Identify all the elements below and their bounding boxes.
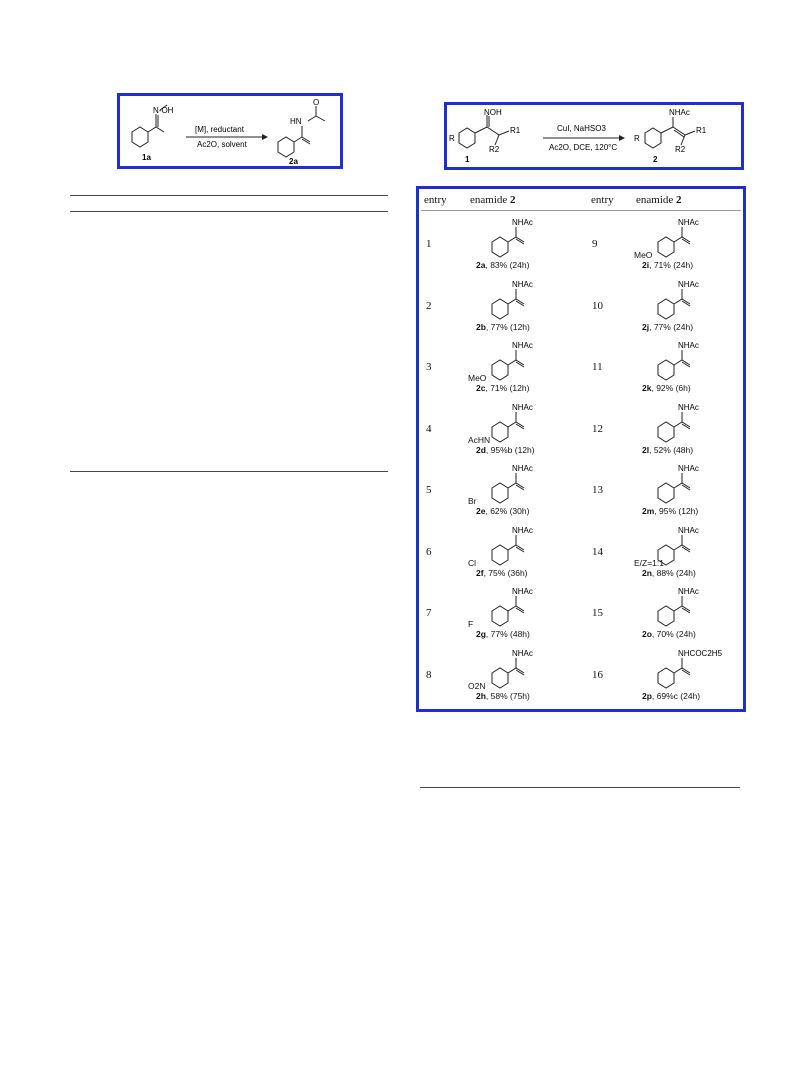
right-r1-label: R1: [510, 126, 521, 135]
entry-number: 7: [426, 607, 432, 619]
structure-left: [470, 585, 560, 631]
substituent-label: F: [468, 619, 474, 629]
substituent-label: Br: [468, 496, 477, 506]
svg-text:NHAc: NHAc: [512, 218, 533, 227]
left-table-rule-mid: [70, 211, 388, 212]
svg-text:NHAc: NHAc: [678, 525, 699, 535]
yield-label: 2d, 95%b (12h): [476, 444, 535, 455]
svg-text:NHAc: NHAc: [678, 218, 699, 227]
svg-text:R: R: [634, 134, 640, 143]
substituent-label: AcHN: [468, 434, 491, 445]
entry-number: 4: [426, 422, 432, 435]
structure-right: [636, 462, 726, 508]
right-reagents-above: CuI, NaHSO3: [557, 124, 606, 133]
svg-text:O: O: [313, 98, 320, 107]
footnote-rule: [420, 787, 740, 788]
entry-number: 5: [426, 484, 432, 496]
right-start-label: 1: [465, 155, 470, 164]
entry-number: 2: [426, 299, 432, 312]
r-group-label: R: [449, 134, 455, 143]
yield-label: 2i, 71% (24h): [642, 260, 694, 270]
right-oxime-label: NOH: [484, 108, 502, 117]
svg-text:NHAc: NHAc: [512, 402, 533, 412]
yield-label: 2j, 77% (24h): [642, 321, 694, 332]
scheme-right-frame: [444, 102, 744, 170]
yield-label: 2g, 77% (48h): [476, 629, 530, 639]
header-entry-right: entry: [591, 194, 614, 206]
structure-left: [470, 216, 560, 262]
structure-right: [636, 401, 726, 447]
enamide-table-frame: [416, 186, 746, 712]
left-table-rule-top: [70, 195, 388, 196]
yield-label: 2m, 95% (12h): [642, 506, 699, 516]
yield-label: 2f, 75% (36h): [476, 567, 528, 578]
right-amide-label: NHAc: [669, 108, 690, 117]
left-table-rule-bottom: [70, 471, 388, 472]
yield-label: 2h, 58% (75h): [476, 690, 530, 701]
structure-right: [636, 339, 726, 385]
svg-text:NHAc: NHAc: [512, 279, 533, 289]
product-label: 2a: [289, 157, 298, 166]
substituent-label: Cl: [468, 557, 477, 568]
svg-text:NHAc: NHAc: [512, 525, 533, 535]
entry-number: 10: [592, 299, 603, 312]
entry-number: 1: [426, 238, 432, 250]
substituent-label: E/Z=1:1: [634, 557, 665, 568]
table-header-rule: [421, 210, 741, 211]
amide-group-label: HN: [290, 117, 302, 126]
entry-number: 15: [592, 607, 603, 619]
scheme-left-drawing: [120, 96, 340, 166]
svg-text:NHAc: NHAc: [678, 279, 699, 289]
svg-text:NHAc: NHAc: [512, 464, 533, 473]
yield-label: 2o, 70% (24h): [642, 629, 696, 639]
entry-number: 3: [426, 361, 432, 373]
oxime-group-label: N-OH: [153, 106, 174, 115]
yield-label: 2l, 52% (48h): [642, 444, 694, 455]
yield-label: 2a, 83% (24h): [476, 260, 530, 270]
yield-label: 2n, 88% (24h): [642, 567, 696, 578]
header-enamide-left: enamide 2: [470, 194, 516, 206]
entry-number: 12: [592, 422, 603, 435]
entry-number: 13: [592, 484, 603, 496]
entry-number: 16: [592, 668, 603, 681]
structure-right: [636, 278, 726, 324]
yield-label: 2b, 77% (12h): [476, 321, 530, 332]
entry-number: 6: [426, 545, 432, 558]
structure-left: [470, 524, 560, 570]
scheme-right-drawing: [447, 105, 741, 167]
svg-text:R1: R1: [696, 126, 707, 135]
structure-right: [636, 647, 726, 693]
yield-label: 2c, 71% (12h): [476, 383, 530, 393]
left-reagents-below: Ac2O, solvent: [197, 140, 247, 149]
svg-text:NHAc: NHAc: [678, 341, 699, 350]
entry-number: 14: [592, 545, 603, 558]
svg-text:NHAc: NHAc: [512, 587, 533, 596]
substituent-label: O2N: [468, 680, 486, 691]
entry-number: 11: [592, 361, 603, 373]
svg-text:NHAc: NHAc: [678, 464, 699, 473]
svg-text:R2: R2: [675, 145, 686, 154]
entry-number: 9: [592, 238, 598, 250]
yield-label: 2k, 92% (6h): [642, 383, 691, 393]
structure-right: [636, 585, 726, 631]
left-reagents-above: [M], reductant: [195, 125, 244, 134]
right-product-label: 2: [653, 155, 658, 164]
svg-text:NHAc: NHAc: [678, 587, 699, 596]
header-enamide-right: enamide 2: [636, 194, 682, 206]
svg-text:NHCOC2H5: NHCOC2H5: [678, 648, 723, 658]
yield-label: 2e, 62% (30h): [476, 506, 530, 516]
header-entry-left: entry: [424, 194, 447, 206]
svg-text:NHAc: NHAc: [678, 402, 699, 412]
right-reagents-below: Ac2O, DCE, 120°C: [549, 143, 618, 152]
scheme-left-frame: [117, 93, 343, 169]
right-r2-label: R2: [489, 145, 500, 154]
yield-label: 2p, 69%c (24h): [642, 690, 701, 701]
entry-number: 8: [426, 668, 432, 681]
svg-text:NHAc: NHAc: [512, 648, 533, 658]
substituent-label: MeO: [634, 250, 653, 260]
start-label: 1a: [142, 153, 151, 162]
structure-left: [470, 278, 560, 324]
svg-text:NHAc: NHAc: [512, 341, 533, 350]
structure-left: [470, 462, 560, 508]
substituent-label: MeO: [468, 373, 487, 383]
